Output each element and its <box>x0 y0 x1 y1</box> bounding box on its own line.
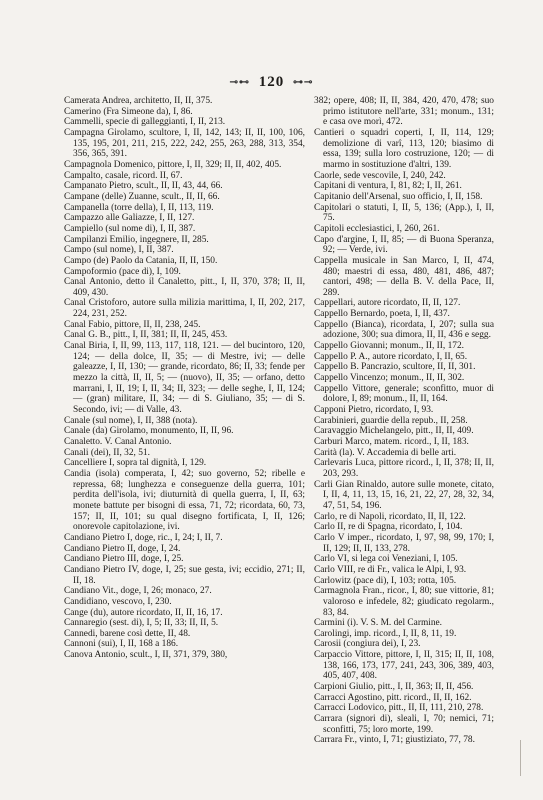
ornament-left-icon: ⊸⊷ <box>229 77 250 89</box>
index-entry: Cappello P. A., autore ricordato, I, II, 65. <box>314 351 468 362</box>
index-entry: Carmagnola Fran., ricor., I, 80; sue vittorie, 81; valoroso e infedele, 82; giudicato regolarm., 83, 84. <box>314 586 494 618</box>
index-entry: Campazzo alle Galiazze, I, II, 127. <box>64 213 195 224</box>
index-entry: Canal Antonio, detto il Canaletto, pitt., I, II, 370, 378; II, II, 409, 430. <box>64 277 305 298</box>
index-entry: Campane (delle) Zuanne, scult., II, II, 66. <box>64 191 220 202</box>
index-entry: Carracci Agostino, pitt. ricord., II, II, 162. <box>314 692 472 703</box>
index-entry: Cannoni (sui), I, II, 168 a 186. <box>64 639 179 650</box>
index-entry: Canal Fabio, pittore, II, II, 238, 245. <box>64 319 201 330</box>
index-entry: Carlo VI, si lega coi Veneziani, I, 105. <box>314 554 458 565</box>
index-column-right <box>314 96 494 746</box>
index-entry: Campoformio (pace di), I, 109. <box>64 266 181 277</box>
index-entry: Carità (la). V. Accademia di belle arti. <box>314 447 457 458</box>
index-entry: Carlo VIII, re di Fr., valica le Alpi, I, 93. <box>314 564 467 575</box>
index-entry: Capitolari o statuti, I, II, 5, 136; (App.), I, II, 75. <box>314 202 494 224</box>
index-entry: Cappella musicale in San Marco, I, II, 474, 480; maestri di essa, 480, 481, 486, 487; cantori, 498; — della B. V. della Pace, II, 289. <box>314 255 494 298</box>
index-entry: Carabinieri, guardie della repub., II, 258. <box>314 415 468 426</box>
index-entry: Camerata Andrea, architetto, II, II, 375. <box>64 96 213 106</box>
index-entry: Carli Gian Rinaldo, autore sulle monete, citato, I, II, 4, 11, 13, 15, 16, 21, 22, 27, 28, 32, 34, 47, 51, 54, 196. <box>314 479 494 511</box>
index-entry: Carmini (i). V. S. M. del Carmine. <box>314 618 443 629</box>
page-edge-line <box>520 740 521 776</box>
index-entry: Cappellari, autore ricordato, II, II, 127. <box>314 298 461 309</box>
index-entry: Carpioni Giulio, pitt., I, II, 363; II, II, 456. <box>314 682 474 693</box>
ornament-right-icon: ⊶⊸ <box>293 77 314 89</box>
index-entry: Cappello B. Pancrazio, scultore, II, II, 301. <box>314 362 476 373</box>
index-column-left <box>64 96 305 661</box>
index-entry: Carburi Marco, matem. ricord., I, II, 183. <box>314 437 469 447</box>
page-header <box>0 74 543 91</box>
index-entry: Capitanio dell'Arsenal, suo officio, I, II, 158. <box>314 191 483 202</box>
index-entry: Carlo, re di Napoli, ricordato, II, II, 122. <box>314 511 466 522</box>
index-entry: Camerino (Fra Simeone da), I, 86. <box>64 106 193 117</box>
index-entry: Capitani di ventura, I, 81, 82; I, II, 261. <box>314 181 462 192</box>
index-entry: Canaletto. V. Canal Antonio. <box>64 437 172 447</box>
index-entry: Campalto, casale, ricord. II, 67. <box>64 170 183 181</box>
page-number: 120 <box>258 74 285 90</box>
index-entry: Cappello Vincenzo; monum., II, II, 302. <box>314 373 465 384</box>
index-entry: Candidiano, vescovo, I, 230. <box>64 596 172 607</box>
index-entry: Campo (sul nome), I, II, 387. <box>64 245 174 256</box>
index-entry: Candia (isola) comperata, I, 42; suo governo, 52; ribelle e repressa, 68; lunghezza e conseguenze della guerra, 101; perdita dell'isola, ivi; diuturnità di quella guerra, I, II, 63; monete battute per bisogni di essa, 71, 72; ricordata, 60, 73, 157; II, II, 101; su qual disegno fortificata, I, II, 126; onorevole capitolazione, ivi. <box>64 468 305 533</box>
index-entry: Carlowitz (pace di), I, 103; rotta, 105. <box>314 575 457 586</box>
index-entry: Carrara (signori di), sleali, I, 70; nemici, 71; sconfitti, 75; loro morte, 199. <box>314 714 494 735</box>
index-entry: Campanella (torre della), I, II, 113, 119. <box>64 202 214 213</box>
index-entry: Cannaregio (sest. di), I, 5; II, 33; II, II, 5. <box>64 618 219 629</box>
index-entry: Canal G. B., pitt., I, II, 381; II, II, 245, 453. <box>64 330 228 341</box>
index-entry: Carlo II, re di Spagna, ricordato, I, 104. <box>314 522 463 533</box>
index-entry: Cancelliere I, sopra tal dignità, I, 129. <box>64 458 207 469</box>
index-entry: Carlevaris Luca, pittore ricord., I, II, 378; II, II, 203, 293. <box>314 458 494 479</box>
index-entry: Cappello Vittore, generale; sconfitto, muor di dolore, I, 89; monum., II, II, 164. <box>314 383 494 405</box>
index-entry: Canali (dei), II, 32, 51. <box>64 447 150 458</box>
index-entry: Cammelli, specie di galleggianti, I, II, 213. <box>64 117 226 128</box>
index-entry: Caorle, sede vescovile, I, 240, 242. <box>314 170 446 181</box>
index-entry: Campagnola Domenico, pittore, I, II, 329; II, II, 402, 405. <box>64 159 282 170</box>
index-entry: Cange (du), autore ricordato, II, II, 16, 17. <box>64 607 223 618</box>
index-entry: Cappello Giovanni; monum., II, II, 172. <box>314 341 464 352</box>
index-entry: Carpaccio Vittore, pittore, I, II, 315; II, II, 108, 138, 166, 173, 177, 241, 243, 306, 389, 403, 405, 407, 408. <box>314 650 494 682</box>
index-entry: Campiello (sul nome di), I, II, 387. <box>64 223 196 234</box>
index-entry: 382; opere, 408; II, II, 384, 420, 470, 478; suo primo istitutore nell'arte, 331; monum., 131; e casa ove morì, 472. <box>314 96 494 128</box>
index-entry: Canale (sul nome), I, II, 388 (nota). <box>64 415 198 426</box>
index-entry: Canale (da) Girolamo, monumento, II, II, 96. <box>64 426 234 437</box>
index-entry: Canal Biria, I, II, 99, 113, 117, 118, 121. — del bucintoro, 120, 124; — della dolce, II, 35; — di Mestre, ivi; — delle galeazze, I, II, 130; — grande, ricordato, 86; II, 33; fende per mezzo la città, II, II, 5; — (nuovo), II, 35; — orfano, detto marrani, I, II, 19; I, II, 34; II, 323; — delle seghe, I, II, 124; — (gran) militare, II, 34; — di S. Giuliano, 35; — di S. Secondo, ivi; — di Valle, 43. <box>64 341 305 416</box>
index-entry: Canal Cristoforo, autore sulla milizia marittima, I, II, 202, 217, 224, 231, 252. <box>64 298 305 320</box>
index-entry: Cantieri o squadri coperti, I, II, 114, 129; demolizione di varî, 113, 120; biasimo di essa, 139; sulla loro costruzione, 120; — di marmo in sostituzione d'altri, 139. <box>314 127 494 170</box>
index-entry: Campilanzi Emilio, ingegnere, II, 285. <box>64 234 209 245</box>
index-entry: Candiano Vit., doge, I, 26; monaco, 27. <box>64 586 212 597</box>
index-entry: Carlo V imper., ricordato, I, 97, 98, 99, 170; I, II, 129; II, II, 133, 278. <box>314 532 494 554</box>
index-entry: Campanato Pietro, scult., II, II, 43, 44, 66. <box>64 181 223 192</box>
index-entry: Campo (de) Paolo da Catania, II, II, 150. <box>64 255 218 266</box>
index-entry: Capitoli ecclesiastici, I, 260, 261. <box>314 223 440 234</box>
index-entry: Candiano Pietro I, doge, ric., I, 24; I, II, 7. <box>64 532 223 543</box>
index-entry: Carosii (congiura dei), I, 23. <box>314 639 421 650</box>
index-entry: Cappello Bernardo, poeta, I, II, 437. <box>314 309 450 320</box>
index-entry: Canova Antonio, scult., I, II, 371, 379, 380, <box>64 650 228 661</box>
index-entry: Carrara Fr., vinto, I, 71; giustiziato, 77, 78. <box>314 735 475 746</box>
index-entry: Carolingi, imp. ricord., I, II, 8, 11, 19. <box>314 628 457 639</box>
index-entry: Candiano Pietro IV, doge, I, 25; sue gesta, ivi; eccidio, 271; II, II, 18. <box>64 564 305 586</box>
index-entry: Capponi Pietro, ricordato, I, 93. <box>314 405 434 416</box>
index-entry: Candiano Pietro II, doge, I, 24. <box>64 543 181 554</box>
index-entry: Campagna Girolamo, scultore, I, II, 142, 143; II, II, 100, 106, 135, 195, 201, 211, 215, 222, 242, 255, 263, 288, 313, 354, 356, 365, 391. <box>64 127 305 160</box>
index-entry: Cappello (Bianca), ricordata, I, 207; sulla sua adozione, 300; sua dimora, II, II, 436 e segg. <box>314 319 494 341</box>
index-entry: Caravaggio Michelangelo, pitt., II, II, 409. <box>314 426 474 437</box>
index-entry: Capo d'argine, I, II, 85; — di Buona Speranza, 92; — Verde, ivi. <box>314 234 494 256</box>
index-entry: Carracci Lodovico, pitt., II, II, 111, 210, 278. <box>314 703 484 714</box>
index-entry: Cannedi, barene così dette, II, 48. <box>64 628 191 639</box>
index-entry: Candiano Pietro III, doge, I, 25. <box>64 554 184 565</box>
